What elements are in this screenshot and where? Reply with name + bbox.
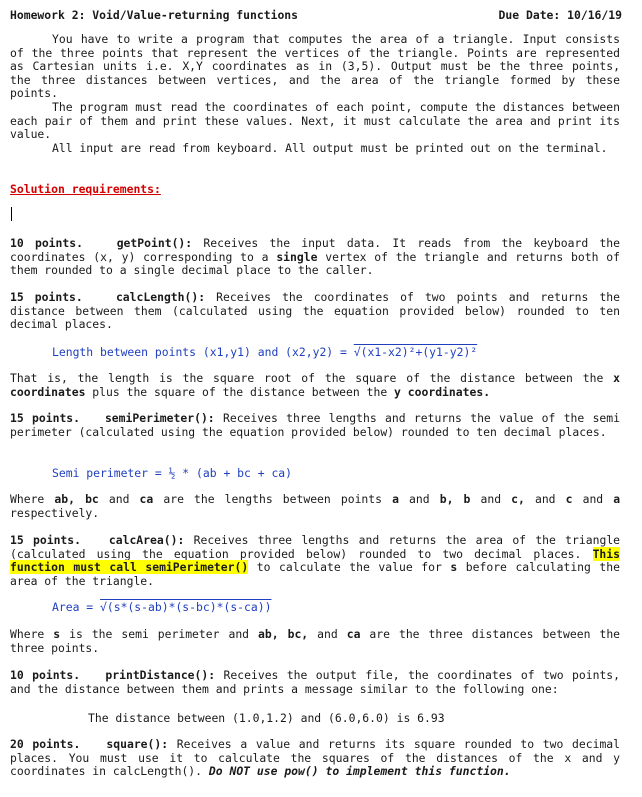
var-s: s [53,627,61,641]
req-calclength [10,291,620,332]
text-cursor [11,207,12,221]
intro-paragraph-1: You have to write a program that computes the area of a triangle. Input consists of the three points that represent the vertices of the triangle. Points are represented as Cartesian units i.e. X,Y coordinates as in (3,5). Output must be the three points, the three distances between vertices, and the area of the triangle formed by these points. [10,32,620,101]
explain-semi [10,493,620,520]
var-s: s [450,560,458,575]
explain-text-2: is the semi perimeter and [69,627,250,641]
word-and: and [480,492,502,506]
req-function-name: semiPerimeter(): [104,411,215,425]
req-points: 15 points. [10,411,81,425]
point-a: a [392,492,399,506]
header [10,8,622,24]
example-output: The distance between (1.0,1.2) and (6.0,6.0) is 6.93 [88,711,445,725]
explain-text-2: plus the square of the distance between the [92,384,388,399]
req-points: 10 points. [10,236,83,250]
formula-label: Area = [52,600,94,614]
req-points: 15 points. [10,290,83,304]
solution-title: Solution requirements: [10,182,161,196]
req-bold: single [276,249,318,264]
explain-bold: x coordinates [10,371,621,399]
req-warning: Do NOT use pow() to implement this function. [208,764,511,779]
explain-length [10,372,620,399]
word-and: and [317,627,338,641]
explain-area [10,628,620,655]
req-square [10,738,620,779]
req-function-name: calcArea(): [108,533,185,547]
point-c: c [565,492,573,506]
formula-expression: √(s*(s-ab)*(s-bc)*(s-ca)) [100,600,272,614]
intro-paragraph-2: The program must read the coordinates of each point, compute the distances between each pair of them and print these values. Next, it must calculate the area and print its value. [10,100,620,142]
req-text: Receives the input data. It reads from the keyboard the coordinates (x, y) corresponding to a [10,236,621,264]
point-b: b, [439,492,454,506]
explain-text: That is, the length is the square root of the square of the distance between the [10,371,604,385]
req-function-name: getPoint(): [116,236,193,250]
req-text: Receives the output file, the coordinates of two points, and the distance between them and prints a message similar to the following one: [10,668,621,696]
word-and: and [534,492,556,506]
req-semiperimeter [10,412,620,439]
req-text-3: before calculating the area of the triangle. [10,560,621,588]
word-and: and [108,492,130,506]
explain-text: Where [10,492,45,506]
explain-text: Where [10,627,45,641]
var-bc: bc [85,492,99,506]
req-text-2: to calculate the value for [256,560,442,575]
req-points: 15 points. [10,533,82,547]
due-date: Due Date: 10/16/19 [498,8,622,22]
req-points: 10 points. [10,668,81,682]
req-calcarea [10,534,620,588]
length-formula [52,345,477,359]
point-b: b [463,492,471,506]
header-title: Homework 2: Void/Value-returning functions [10,8,299,22]
explain-text-2: are the lengths between points [163,492,382,506]
var-bc: bc, [287,627,309,641]
word-and: and [409,492,430,506]
intro-paragraph-3: All input are read from keyboard. All output must be printed out on the terminal. [52,141,608,155]
point-c: c, [511,492,525,506]
req-function-name: square(): [106,737,169,751]
area-formula [52,600,271,614]
req-printdistance [10,669,620,696]
req-text: Receives three lengths and returns the value of the semi perimeter (calculated using the equation provided below) rounded to ten decimal places. [10,411,621,439]
var-ab: ab, [54,492,75,506]
explain-text-3: are the three distances between the three points. [10,627,621,655]
explain-text-3: respectively. [10,505,100,520]
word-and: and [582,492,604,506]
req-text-2: vertex of the triangle and returns both of them rounded to a single decimal place to the caller. [10,249,620,278]
semi-perimeter-formula: Semi perimeter = ½ * (ab + bc + ca) [52,466,293,480]
var-ca: ca [346,627,361,641]
req-text: Receives three lengths and returns the area of the triangle (calculated using the equation provided below) rounded to two decimal places. [10,533,621,561]
req-text: Receives the coordinates of two points and returns the distance between them (calculated using the equation provided below) rounded to ten decimal places. [10,290,621,332]
var-ca: ca [139,492,154,506]
formula-label: Length between points (x1,y1) and (x2,y2) = [52,345,347,359]
req-points: 20 points. [10,737,81,751]
req-getpoint [10,237,620,278]
formula-expression: √(x1-x2)²+(y1-y2)² [353,345,478,359]
highlighted-requirement: This function must call semiPerimeter() [10,546,621,575]
req-text: Receives a value and returns its square rounded to two decimal places. You must use it to calculate the squares of the distances of the x and y coordinates in calcLength(). [10,737,621,779]
req-function-name: printDistance(): [105,668,216,682]
explain-bold-2: y coordinates. [394,384,491,399]
var-ab: ab, [258,627,279,641]
req-function-name: calcLength(): [115,290,206,304]
point-a: a [613,492,621,506]
